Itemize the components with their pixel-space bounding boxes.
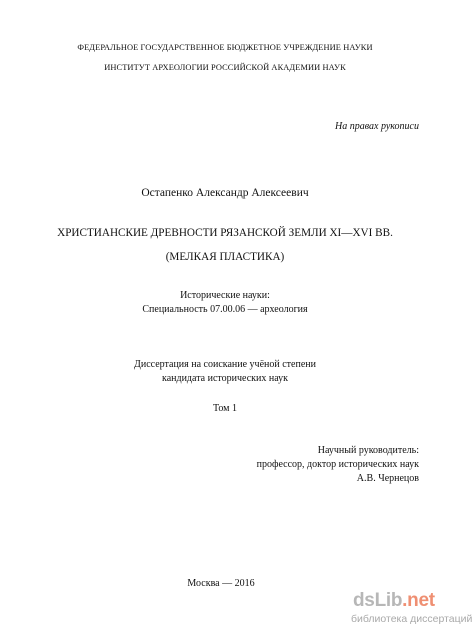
rights-note: На правах рукописи	[335, 121, 419, 132]
specialty: Специальность 07.00.06 — археология	[142, 304, 308, 315]
thesis-title-line-1: ХРИСТИАНСКИЕ ДРЕВНОСТИ РЯЗАНСКОЙ ЗЕМЛИ XI—XVI ВВ.	[57, 227, 393, 239]
dissertation-degree-line-2: кандидата исторических наук	[161, 373, 289, 384]
author-name: Остапенко Александр Алексеевич	[141, 187, 309, 199]
institution-line-1: ФЕДЕРАЛЬНОЕ ГОСУДАРСТВЕННОЕ БЮДЖЕТНОЕ УЧРЕЖДЕНИЕ НАУКИ	[77, 43, 373, 52]
city-year: Москва — 2016	[187, 578, 255, 589]
supervisor-name: А.В. Чернецов	[356, 473, 419, 484]
volume-number: Том 1	[213, 403, 237, 414]
dslib-logo	[353, 590, 435, 612]
field-of-science: Исторические науки:	[180, 290, 270, 301]
dslib-logo-main: dsLib	[353, 590, 403, 611]
supervisor-label: Научный руководитель:	[317, 445, 419, 456]
dslib-watermark	[351, 590, 472, 630]
dslib-logo-suffix: .net	[402, 590, 435, 611]
dslib-subtitle: библиотека диссертаций	[351, 613, 472, 625]
institution-line-2: ИНСТИТУТ АРХЕОЛОГИИ РОССИЙСКОЙ АКАДЕМИИ НАУК	[104, 63, 346, 72]
thesis-title-line-2: (МЕЛКАЯ ПЛАСТИКА)	[165, 251, 285, 263]
supervisor-position: профессор, доктор исторических наук	[256, 459, 419, 470]
dissertation-degree-line-1: Диссертация на соискание учёной степени	[134, 359, 316, 370]
